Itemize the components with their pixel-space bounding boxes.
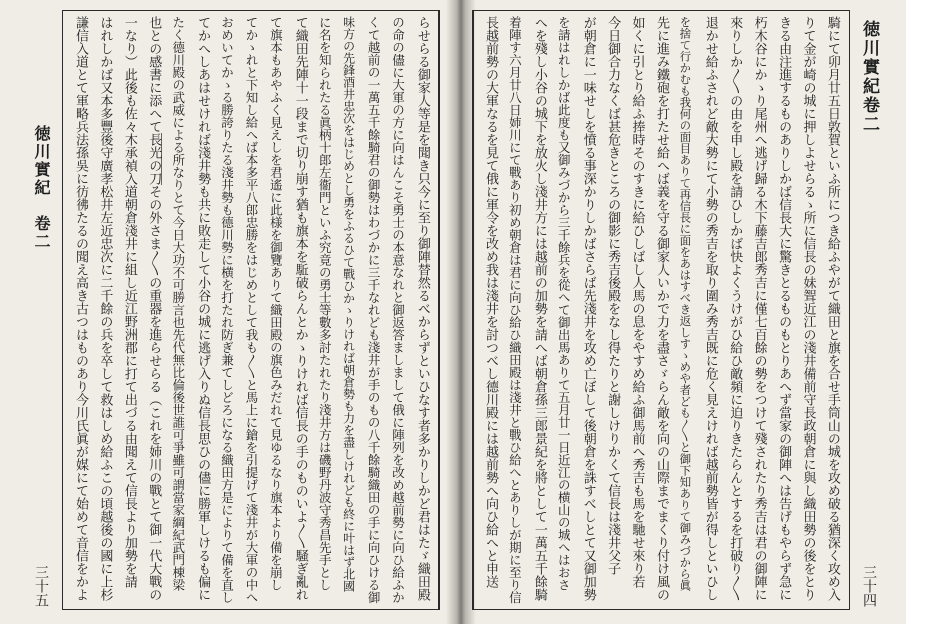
text-column: の命の儘に大軍の方に向はんこそ勇士の本意なれと御返答ましまして俄に陣列を改め越前勢に向ひ給ふか	[390, 16, 406, 604]
text-column: くて越前の一萬五千餘騎君の御勢はわづかに三千なれども淺井が手のもの八千餘騎織田の手に向ひける御	[366, 16, 382, 604]
text-column: りて金が崎の城に押しよせらるゝ所に信長の妹聟近江の淺井備前守長政朝倉に與し織田勢の後をとり	[800, 16, 816, 601]
text-column	[141, 16, 165, 606]
page-number-right: 三十四	[861, 565, 877, 607]
text-segment: その外さま〳〵の重器を進らせらる（これを姉川の戰とて御一代大戰の	[146, 185, 162, 601]
text-column: を捨て行かむも我何の面目ありて再信長に面をあはすべき返しすゝめや者ども〳〵と御下知ありて御みづから眞	[678, 16, 693, 591]
red-pencil-mark: 長光の刀	[146, 133, 162, 185]
text-column: へを殘し小谷の城下を放火し淺井方には越前の加勢を請へば朝倉孫三郎景紀を將として一萬五千餘騎	[531, 16, 547, 601]
running-header-right: 徳川實紀卷二	[859, 20, 879, 134]
text-column: たく德川殿の武威による所なりとて今日大功不可勝言也先代無比倫後世誰可爭雖可謂當家綱紀武門棟梁	[170, 16, 186, 591]
text-column: らせらる御家人等是を聞き只今に至り御陣替然るべからずといひなす者多かりしかど君はたゞ織田殿	[414, 16, 430, 601]
text-column: おめいてかゝる勝誇りたる淺井勢も德川勢に横を打たれ防ぎ兼てしどろになる織田方是によりて備を直し	[219, 16, 235, 604]
text-column: 味方の先鋒酒井忠次をはじめとし勇をふるひて戰ひかゝりければ朝倉勢も力を盡しけれども終に叶はず北國	[341, 16, 356, 592]
right-page-body-text	[478, 16, 844, 606]
text-column: 着陣す六月廿八日姉川にて戰あり初め朝倉は君に向ひ給ひ織田殿は淺井と戰ひ給へとありしが期に至り信	[507, 16, 523, 604]
text-column: はれしかば又本多豐後守廣孝松井左近忠次に二千餘の兵を卒して救はしめ給ふこの頃越後の國に上杉	[97, 16, 113, 601]
text-column: 如くに引とり給ふ捧時そのすきに給ひしばし人馬の息をやすめ給ふ御馬前へ秀吉も馬を馳せ來り若	[629, 16, 645, 588]
text-column: て旗本もあやふく見えしを君遙に此様を御覽ありて織田殿の旗色みだれて見ゆるなり旗本より備を崩し	[268, 16, 284, 591]
text-column: 長越前勢の大軍なるを見て俄に軍令を改め我は淺井を討つべし德川殿には越前勢へ向ひ給へと申送	[483, 16, 498, 588]
text-column: 謙信入道とて軍略兵法孫吳に彷彿たるの聞え高き古つはものあり今川氏眞が媒にて始めて音信をかよ	[73, 16, 88, 601]
left-page-body-text	[68, 16, 434, 606]
text-column: 騎にて卯月廿五日敦賀といふ所につき給ふやがて織田と旗を合せ手筒山の城を攻め破る猶深く攻め入	[824, 16, 840, 601]
running-header-left: 徳川實紀 卷二	[32, 125, 51, 251]
text-column: 退かせ給ふされど敵大勢にて小勢の秀吉を取り圍み秀吉既に危く見えければ越前勢皆が得しといひし	[702, 16, 718, 601]
text-column: て織田先陣十一段まで切り崩す猶も旗本を駈破らんとかゝりければ信長の手のものいよ〳〵騒ぎ亂れ	[292, 16, 308, 601]
text-column: てかへしあはせければ淺井勢も共に敗走して小谷の城に逃げ入りぬ信長思ひの儘に勝軍しけるも偏に	[195, 16, 211, 601]
text-column: 今日御合力なくば甚危きところの御影に秀吉後殿をなし得たりと謝しけりかくて信長は淺井父子	[605, 16, 621, 575]
page-number-left: 三十五	[33, 565, 49, 607]
text-column: に名を知られたる眞柄十郎左衞門といふ究竟の勇士等數多討たれたり淺井方は磯野丹波守秀昌先手とし	[317, 16, 333, 591]
text-column: 來りしか〳〵の由を申し殿を請ひしかば快よくうけがひ給ひ敵頻に迫りきたらんとするを打破り〳〵	[727, 16, 743, 601]
text-segment: 也との感書に添へて	[146, 16, 162, 133]
text-column: てかゝれと下知し給へば本多平八郎忠勝をはじめとして我も〳〵と馬上に鎗を引提げて淺井が大軍の中へ	[243, 16, 259, 604]
text-column: 一なり）此後も佐々木承禎入道朝倉淺井に組し近江野洲郡に打て出づる由聞えて信長より加勢を請	[121, 16, 137, 588]
text-column: 先に進み鐵砲を打たせ給へば義を守る御家人いかで力を盡さゞらん敵を向の山際までまくり付け風の	[653, 16, 669, 601]
text-column: を請はれしかば此度も又御みづから三千餘兵を從へて御出馬ありて五月廿一日近江の横山の城へはおさ	[556, 16, 572, 591]
text-column: が朝倉に一味せしを憤る事深かりしかばさらば先淺井を攻め亡ぼして後朝倉を誅すべしとて又御加勢	[580, 16, 596, 601]
text-column: きる由注進するものありしかば信長大に驚きとるものもとりあへず當家の御陣へは告げもやらず急に	[776, 16, 792, 601]
text-column: 朽木谷にかゝり尾州へ逃げ歸る木下藤吉郎秀吉に僅七百餘の勢をつけて殘されたり秀吉は君の御陣に	[751, 16, 767, 601]
